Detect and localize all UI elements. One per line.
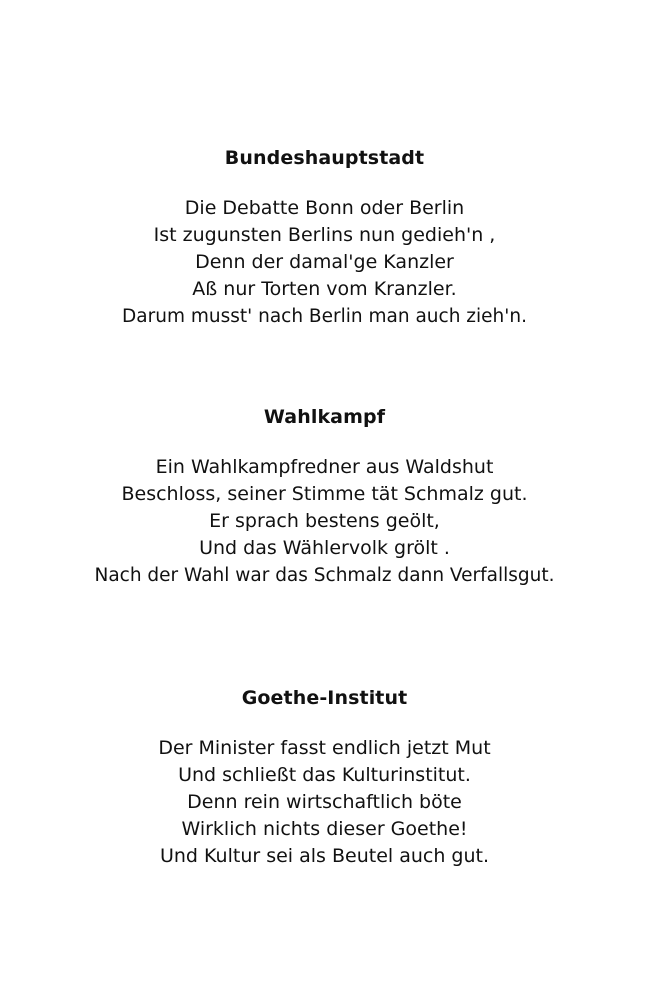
poem-wahlkampf [0, 405, 649, 589]
poem-line: Und schließt das Kulturinstitut. [178, 764, 471, 786]
poem-line: Denn rein wirtschaftlich böte [187, 791, 462, 813]
poem-title: Wahlkampf [263, 406, 386, 428]
poem-line: Ist zugunsten Berlins nun gedieh'n , [153, 224, 496, 246]
poem-goethe-institut [0, 686, 649, 870]
poem-title: Goethe-Institut [241, 687, 408, 709]
poem-verse [0, 735, 649, 870]
poem-line: Aß nur Torten vom Kranzler. [192, 278, 457, 300]
poem-verse [0, 195, 649, 330]
poem-line: Er sprach bestens geölt, [209, 510, 440, 532]
poem-bundeshauptstadt [0, 146, 649, 330]
poem-line: Nach der Wahl war das Schmalz dann Verfallsgut. [94, 565, 555, 586]
poem-line: Wirklich nichts dieser Goethe! [181, 818, 468, 840]
poem-title: Bundeshauptstadt [224, 147, 425, 169]
poem-line: Ein Wahlkampfredner aus Waldshut [155, 456, 494, 478]
poem-verse [0, 454, 649, 589]
poem-line: Und Kultur sei als Beutel auch gut. [159, 845, 490, 867]
poem-line: Der Minister fasst endlich jetzt Mut [158, 737, 491, 759]
poem-line: Denn der damal'ge Kanzler [195, 251, 454, 273]
poem-line: Darum musst' nach Berlin man auch zieh'n. [122, 306, 527, 327]
poem-line: Und das Wählervolk grölt . [199, 537, 450, 559]
poem-line: Beschloss, seiner Stimme tät Schmalz gut. [121, 483, 528, 505]
poem-line: Die Debatte Bonn oder Berlin [184, 197, 465, 219]
